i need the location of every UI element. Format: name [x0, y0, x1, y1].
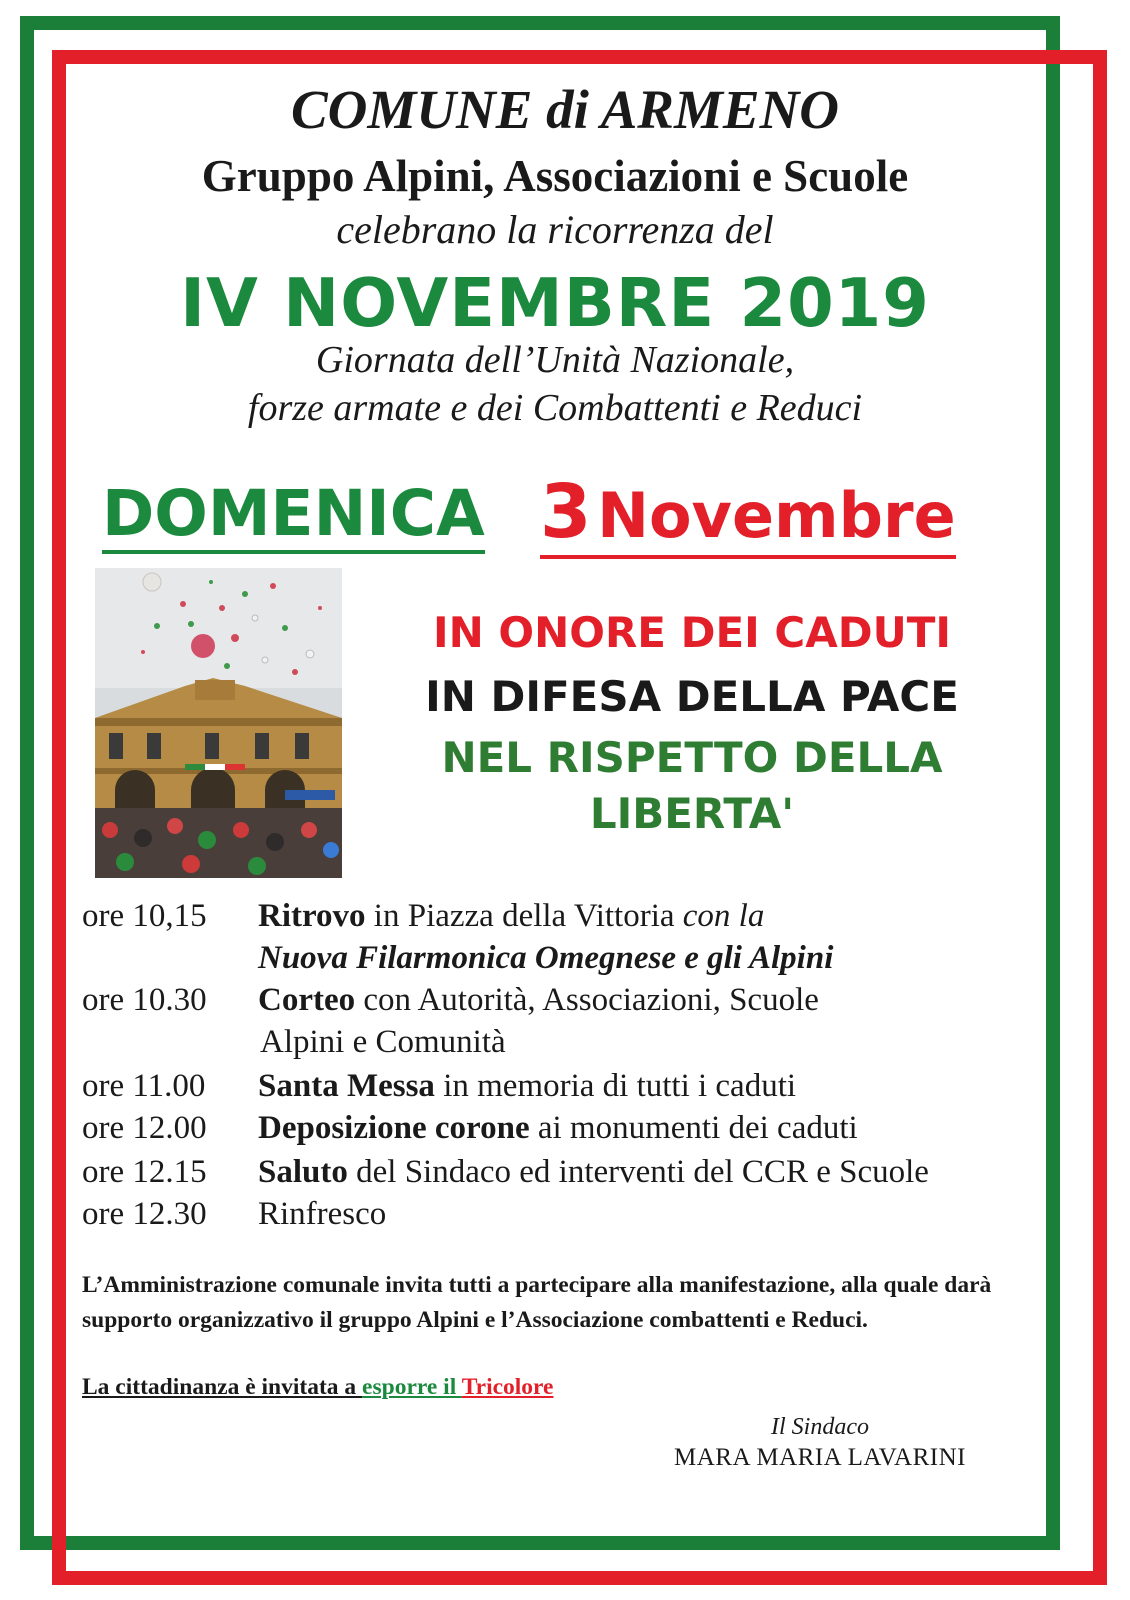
schedule-time: ore 11.00	[82, 1068, 206, 1104]
motto-line-2: IN DIFESA DELLA PACE	[425, 672, 959, 721]
schedule-description: Santa Messa in memoria di tutti i caduti	[258, 1068, 797, 1104]
mayor-name: MARA MARIA LAVARINI	[674, 1444, 966, 1471]
day-month-heading	[540, 470, 956, 559]
motto-line-3: NEL RISPETTO DELLA LIBERTA'	[441, 733, 943, 838]
weekday-heading: DOMENICA	[102, 478, 485, 554]
intro-text: celebrano la ricorrenza del	[336, 207, 774, 252]
month-name: Novembre	[597, 479, 956, 552]
town-hall-balloons-photo	[95, 568, 342, 878]
mayor-title: Il Sindaco	[771, 1414, 869, 1440]
schedule-time: ore 12.15	[82, 1154, 207, 1190]
flag-invitation: La cittadinanza è invitata a esporre il Tricolore	[82, 1374, 554, 1400]
photo-illustration	[95, 568, 342, 878]
occasion-line-2: forze armate e dei Combattenti e Reduci	[247, 387, 863, 429]
schedule-description: Corteo con Autorità, Associazioni, Scuole	[258, 982, 819, 1018]
schedule-time: ore 12.00	[82, 1110, 207, 1146]
organizers-subtitle: Gruppo Alpini, Associazioni e Scuole	[201, 151, 909, 201]
schedule-time: ore 12.30	[82, 1196, 207, 1232]
schedule-description: Alpini e Comunità	[260, 1024, 506, 1060]
schedule-time: ore 10.30	[82, 982, 207, 1018]
comune-title: COMUNE di ARMENO	[290, 79, 840, 140]
schedule-time: ore 10,15	[82, 898, 207, 934]
schedule-description: Saluto del Sindaco ed interventi del CCR e Scuole	[258, 1154, 929, 1190]
motto-line-1: IN ONORE DEI CADUTI	[433, 608, 951, 657]
schedule-description: Rinfresco	[258, 1196, 387, 1232]
day-number: 3	[540, 469, 592, 555]
invitation-paragraph: L’Amministrazione comunale invita tutti a partecipare alla manifestazione, alla quale darà supporto organizzativo il gruppo Alpini e l’Associazione combattenti e Reduci.	[82, 1272, 992, 1333]
schedule-description: Deposizione corone ai monumenti dei caduti	[258, 1110, 858, 1146]
schedule-description: Nuova Filarmonica Omegnese e gli Alpini	[258, 940, 834, 976]
event-date-heading: IV NOVEMBRE 2019	[180, 264, 930, 342]
occasion-line-1: Giornata dell’Unità Nazionale,	[315, 339, 795, 381]
schedule-description: Ritrovo in Piazza della Vittoria con la	[258, 898, 765, 934]
